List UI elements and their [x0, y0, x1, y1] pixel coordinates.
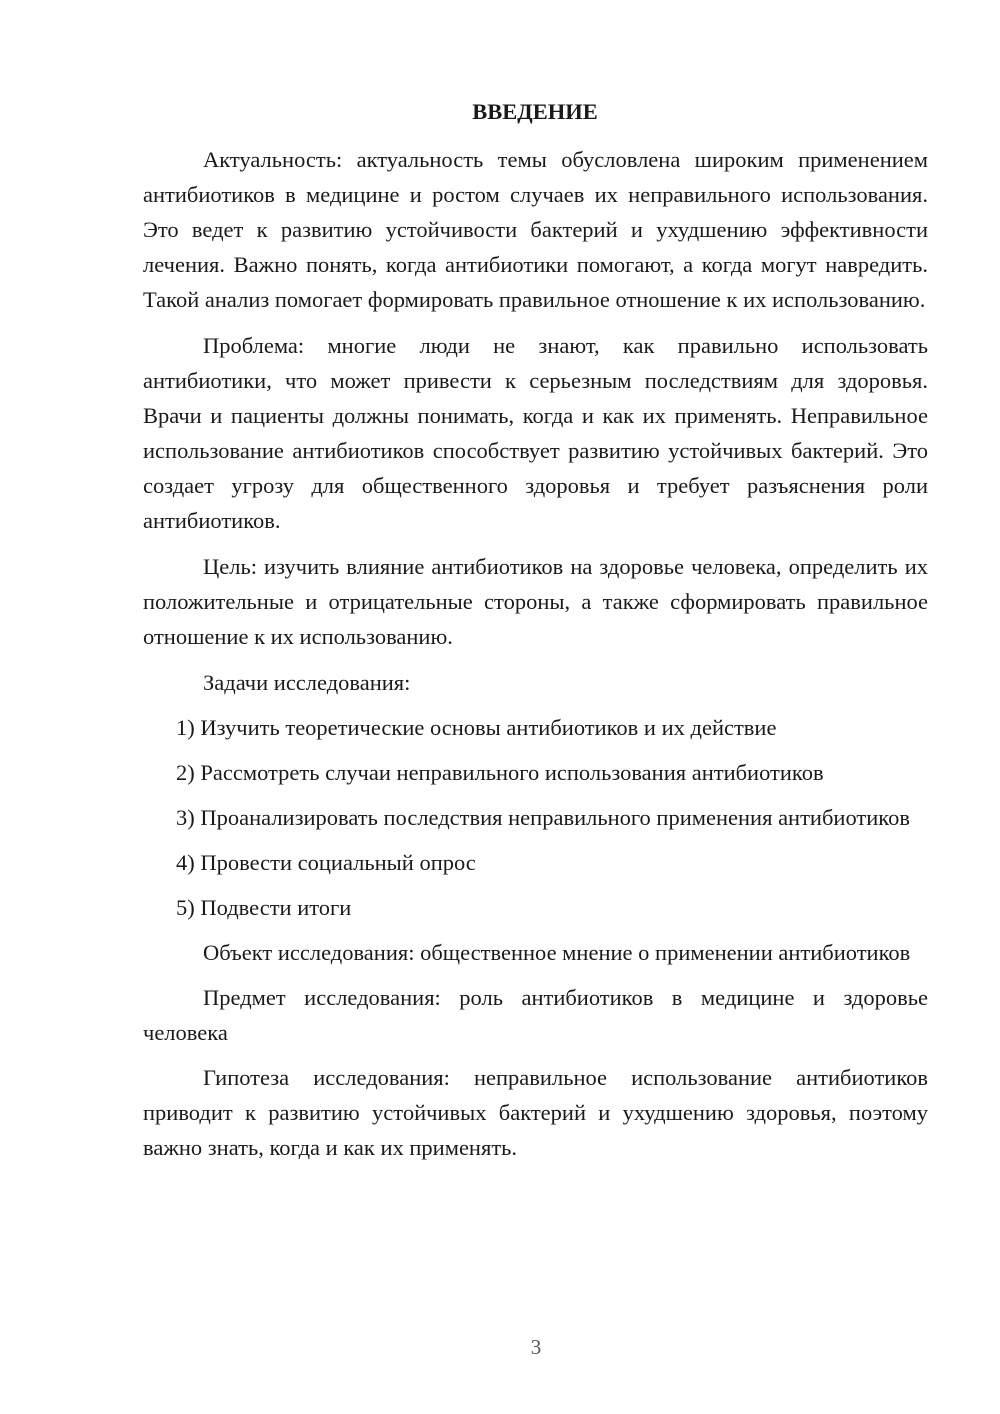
- page-heading: ВВЕДЕНИЕ: [472, 99, 598, 124]
- tasks-title: Задачи исследования:: [203, 670, 411, 695]
- task-item: 3) Проанализировать последствия неправильного применения антибиотиков: [176, 805, 910, 830]
- task-item: 4) Провести социальный опрос: [176, 850, 476, 875]
- task-item: 5) Подвести итоги: [176, 895, 352, 920]
- paragraph-goal: Цель: изучить влияние антибиотиков на здоровье человека, определить их положительные и отрицательные стороны, а также сформировать правильное отношение к их использованию.: [143, 554, 928, 649]
- paragraph-object: Объект исследования: общественное мнение о применении антибиотиков: [203, 940, 911, 965]
- paragraph-hypothesis: Гипотеза исследования: неправильное использование антибиотиков приводит к развитию устойчивых бактерий и ухудшению здоровья, поэтому важно знать, когда и как их применять.: [143, 1065, 928, 1160]
- page-number: 3: [530, 1335, 542, 1359]
- paragraph-subject: Предмет исследования: роль антибиотиков в медицине и здоровье человека: [143, 985, 928, 1045]
- paragraph-problem: Проблема: многие люди не знают, как правильно использовать антибиотики, что может привести к серьезным последствиям для здоровья. Врачи и пациенты должны понимать, когда и как их применять. Неправильное использование антибиотиков способствует развитию устойчивых бактерий. Это создает угрозу для общественного здоровья и требует разъяснения роли антибиотиков.: [143, 333, 928, 533]
- task-item: 2) Рассмотреть случаи неправильного использования антибиотиков: [176, 760, 824, 785]
- paragraph-relevance: Актуальность: актуальность темы обусловлена широким применением антибиотиков в медицине и ростом случаев их неправильного использования. Это ведет к развитию устойчивости бактерий и ухудшению эффективности лечения. Важно понять, когда антибиотики помогают, а когда могут навредить. Такой анализ помогает формировать правильное отношение к их использованию.: [143, 147, 928, 312]
- body-text: [143, 142, 928, 1165]
- task-item: 1) Изучить теоретические основы антибиотиков и их действие: [176, 715, 777, 740]
